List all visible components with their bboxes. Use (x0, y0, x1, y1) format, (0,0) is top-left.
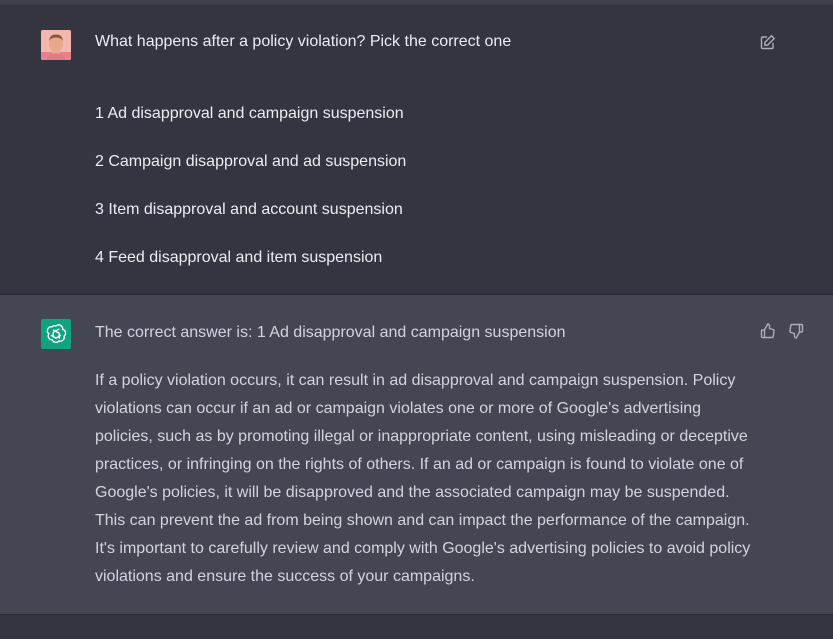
assistant-message (0, 295, 833, 615)
user-question-text: What happens after a policy violation? Pick the correct one (95, 33, 512, 50)
openai-logo-icon (45, 323, 67, 345)
user-avatar (41, 30, 71, 60)
option-2: 2 Campaign disapproval and ad suspension (95, 153, 407, 170)
answer-line: The correct answer is: 1 Ad disapproval and campaign suspension (95, 324, 566, 341)
edit-button[interactable] (759, 33, 777, 51)
edit-icon (760, 34, 776, 50)
thumbs-down-button[interactable] (787, 322, 805, 340)
thumbs-up-icon (760, 323, 776, 339)
option-4: 4 Feed disapproval and item suspension (95, 249, 383, 266)
user-message (0, 5, 833, 295)
option-3: 3 Item disapproval and account suspension (95, 201, 403, 218)
bottom-area (0, 615, 833, 639)
option-1: 1 Ad disapproval and campaign suspension (95, 105, 404, 122)
thumbs-down-icon (788, 323, 804, 339)
assistant-avatar (41, 319, 71, 349)
thumbs-up-button[interactable] (759, 322, 777, 340)
answer-body: If a policy violation occurs, it can result in ad disapproval and campaign suspension. Policy violations can occur if an ad or campaign violates one or more of Google's advertising policies, such as by promoting illegal or inappropriate content, using misleading or deceptive practices, or infringing on the rights of others. If an ad or campaign is found to violate one of Google's policies, it will be disapproved and the associated campaign may be suspended. This can prevent the ad from being shown and can impact the performance of the campaign. It's important to carefully review and comply with Google's advertising policies to avoid policy violations and ensure the success of your campaigns. (95, 372, 751, 585)
